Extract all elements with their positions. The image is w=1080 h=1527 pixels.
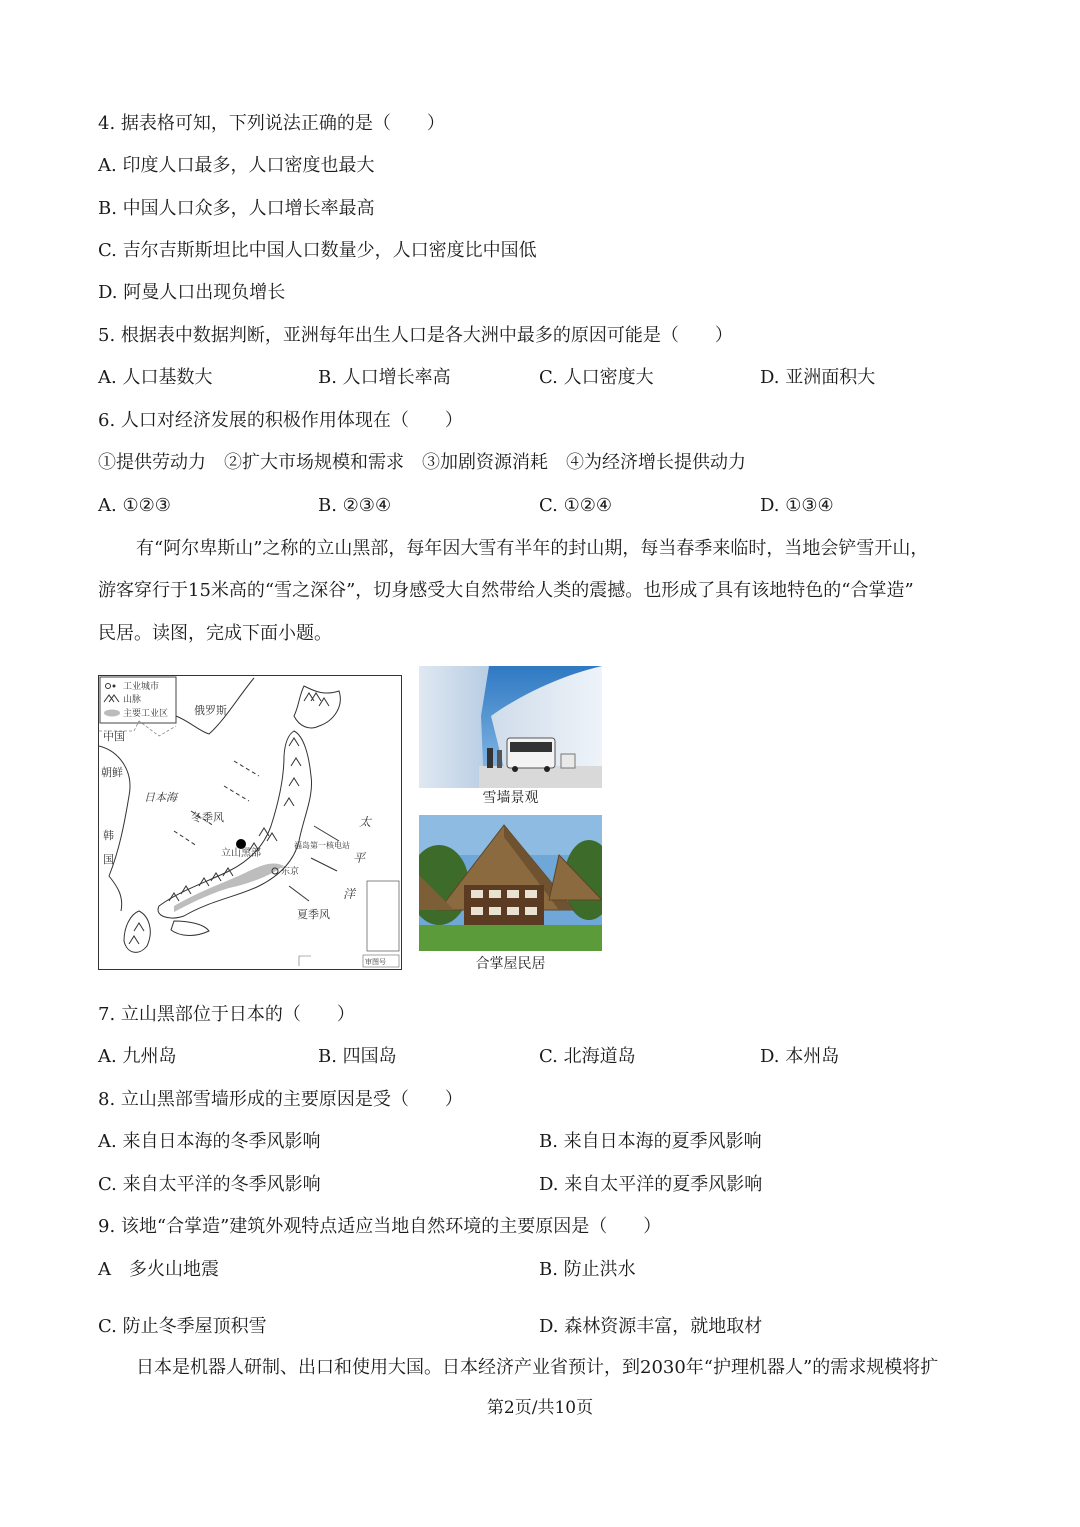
label-russia: 俄罗斯	[194, 704, 227, 717]
q6-option-d: D. ①③④	[760, 495, 834, 516]
q7-option-c: C. 北海道岛	[539, 1046, 636, 1067]
q4-option-a: A. 印度人口最多，人口密度也最大	[98, 155, 375, 176]
q6-option-a: A. ①②③	[98, 495, 171, 516]
passage-line-2: 游客穿行于15米高的“雪之深谷”，切身感受大自然带给人类的震撼。也形成了具有该地特色的“合掌造”	[98, 580, 914, 601]
q9-stem: 9. 该地“合掌造”建筑外观特点适应当地自然环境的主要原因是（ ）	[98, 1216, 662, 1237]
q8-option-c: C. 来自太平洋的冬季风影响	[98, 1174, 321, 1195]
hokkaido	[294, 686, 340, 728]
q5-option-c: C. 人口密度大	[539, 367, 654, 388]
label-pacific-1: 太	[359, 815, 372, 829]
map-stamp: 审图号	[365, 958, 386, 966]
japan-map-svg	[99, 676, 401, 969]
label-tokyo: 东京	[281, 867, 300, 877]
q8-option-d: D. 来自太平洋的夏季风影响	[539, 1174, 763, 1195]
label-china: 中国	[103, 730, 125, 743]
label-korea-north: 朝鲜	[101, 766, 123, 779]
q5-stem: 5. 根据表中数据判断，亚洲每年出生人口是各大洲中最多的原因可能是（ ）	[98, 325, 733, 346]
q8-stem: 8. 立山黑部雪墙形成的主要原因是受（ ）	[98, 1089, 463, 1110]
japan-map	[98, 675, 402, 970]
passage-line-3: 民居。读图，完成下面小题。	[98, 623, 332, 644]
q4-stem: 4. 据表格可知，下列说法正确的是（ ）	[98, 113, 445, 134]
snow-wall-photo	[419, 666, 602, 788]
passage-line-1: 有“阿尔卑斯山”之称的立山黑部，每年因大雪有半年的封山期，每当春季来临时，当地会铲雪开山，	[136, 538, 929, 559]
label-tateyama: 立山黑部	[221, 848, 261, 859]
legend-industry-label: 主要工业区	[123, 709, 169, 719]
q6-option-c: C. ①②④	[539, 495, 612, 516]
legend-mountain-label: 山脉	[123, 695, 142, 705]
q4-option-c: C. 吉尔吉斯斯坦比中国人口数量少，人口密度比中国低	[98, 240, 537, 261]
q5-option-b: B. 人口增长率高	[318, 367, 451, 388]
q4-option-d: D. 阿曼人口出现负增长	[98, 282, 286, 303]
snow-wall-caption: 雪墙景观	[482, 790, 539, 806]
q5-option-a: A. 人口基数大	[98, 367, 213, 388]
q7-option-a: A. 九州岛	[98, 1046, 177, 1067]
passage-2: 日本是机器人研制、出口和使用大国。日本经济产业省预计，到2030年“护理机器人”的需求规模将扩	[136, 1357, 939, 1378]
q4-option-b: B. 中国人口众多，人口增长率最高	[98, 198, 375, 219]
label-fukushima: 福岛第一核电站	[294, 841, 350, 850]
q6-option-b: B. ②③④	[318, 495, 392, 516]
label-sea-of-japan: 日本海	[144, 791, 177, 804]
winter-monsoon-arrows	[174, 761, 259, 846]
label-winter-monsoon: 冬季风	[191, 811, 224, 824]
gassho-house-caption: 合掌屋民居	[475, 956, 546, 972]
q7-option-d: D. 本州岛	[760, 1046, 840, 1067]
label-summer-monsoon: 夏季风	[297, 908, 330, 921]
kyushu	[124, 911, 150, 952]
q9-option-d: D. 森林资源丰富，就地取材	[539, 1316, 763, 1337]
page-number: 第2页/共10页	[486, 1398, 594, 1418]
q9-option-a: A 多火山地震	[98, 1259, 219, 1280]
q5-option-d: D. 亚洲面积大	[760, 367, 876, 388]
q8-option-b: B. 来自日本海的夏季风影响	[539, 1131, 762, 1152]
label-korea-south-1: 韩	[103, 829, 114, 842]
shikoku	[171, 921, 209, 935]
q8-option-a: A. 来自日本海的冬季风影响	[98, 1131, 321, 1152]
q6-stem: 6. 人口对经济发展的积极作用体现在（ ）	[98, 410, 463, 431]
q7-stem: 7. 立山黑部位于日本的（ ）	[98, 1004, 355, 1025]
q9-option-c: C. 防止冬季屋顶积雪	[98, 1316, 267, 1337]
q9-option-b: B. 防止洪水	[539, 1259, 636, 1280]
q6-items: ①提供劳动力 ②扩大市场规模和需求 ③加剧资源消耗 ④为经济增长提供动力	[98, 452, 746, 473]
label-pacific-2: 平	[353, 851, 366, 865]
scale-bar	[299, 956, 311, 966]
inset-box	[367, 881, 399, 951]
legend-city-label: 工业城市	[123, 682, 160, 692]
q7-option-b: B. 四国岛	[318, 1046, 397, 1067]
honshu	[158, 731, 312, 918]
gassho-house-photo	[419, 815, 602, 951]
label-korea-south-2: 国	[103, 853, 114, 866]
industry-legend-icon	[104, 710, 120, 717]
label-pacific-3: 洋	[343, 887, 356, 901]
